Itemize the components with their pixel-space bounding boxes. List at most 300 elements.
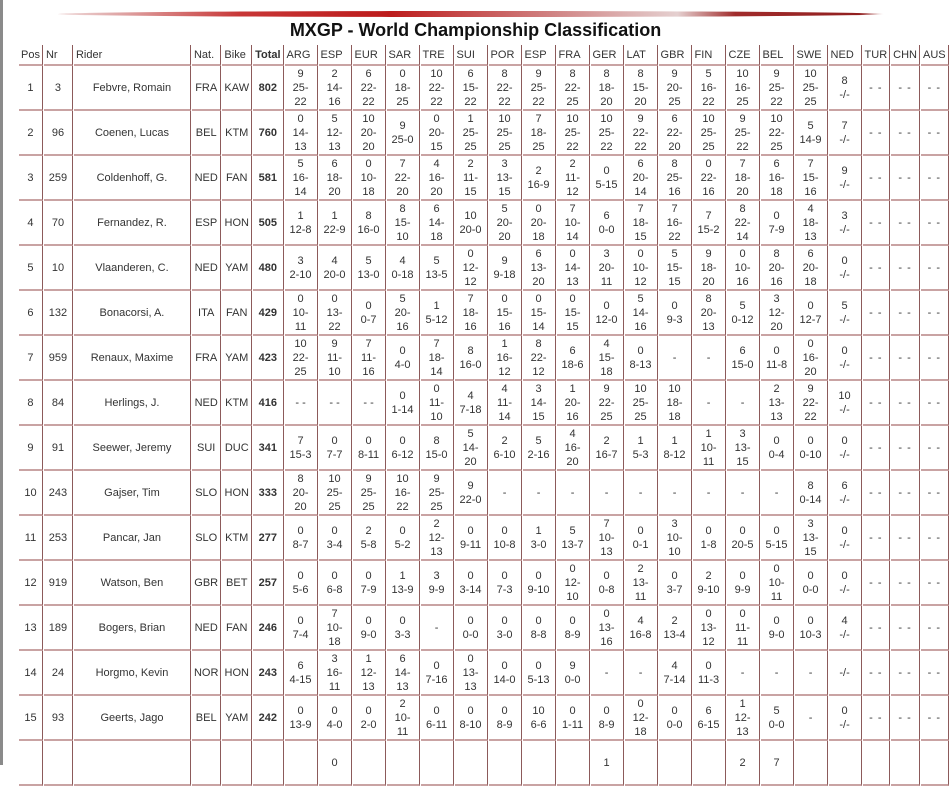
col-race: NED bbox=[829, 45, 862, 66]
col-race: LAT bbox=[625, 45, 658, 66]
rider-nationality: NED bbox=[192, 381, 221, 426]
race-result-cell: 8 20- 20 bbox=[285, 471, 318, 516]
race-result-cell: 0 3-7 bbox=[659, 561, 692, 606]
race-result-cell: - bbox=[489, 471, 522, 516]
table-row bbox=[19, 381, 949, 426]
rider-nationality: FRA bbox=[192, 336, 221, 381]
race-result-cell: 0 7-3 bbox=[489, 561, 522, 606]
race-result-cell: - bbox=[659, 336, 692, 381]
race-result-cell: 9 25- 22 bbox=[727, 111, 760, 156]
rider-position: 11 bbox=[19, 516, 43, 561]
race-result-cell: - - bbox=[863, 516, 891, 561]
rider-bike: FAN bbox=[222, 156, 252, 201]
col-race: GER bbox=[591, 45, 624, 66]
race-result-cell bbox=[921, 741, 949, 786]
race-result-cell: 5 12- 13 bbox=[319, 111, 352, 156]
rider-total-points: 429 bbox=[253, 291, 283, 336]
race-result-cell: 3 14- 15 bbox=[523, 381, 556, 426]
race-result-cell: - bbox=[727, 381, 760, 426]
race-result-cell: 7 18- 25 bbox=[523, 111, 556, 156]
race-result-cell: 2 16-7 bbox=[591, 426, 624, 471]
rider-bike: FAN bbox=[222, 291, 252, 336]
race-result-cell: 4 0-18 bbox=[387, 246, 420, 291]
rider-name: Horgmo, Kevin bbox=[74, 651, 191, 696]
race-result-cell: 0 9-0 bbox=[761, 606, 794, 651]
race-result-cell: 10 18- 18 bbox=[659, 381, 692, 426]
race-result-cell: 10 25- 25 bbox=[693, 111, 726, 156]
race-result-cell: - - bbox=[921, 66, 949, 111]
race-result-cell: 0 13- 12 bbox=[693, 606, 726, 651]
race-result-cell: 1 12- 13 bbox=[353, 651, 386, 696]
col-bike: Bike bbox=[222, 45, 252, 66]
race-result-cell: - - bbox=[921, 606, 949, 651]
table-row bbox=[19, 741, 949, 786]
race-result-cell: 0 8-8 bbox=[523, 606, 556, 651]
rider-number: 10 bbox=[44, 246, 73, 291]
race-result-cell: 5 -/- bbox=[829, 291, 862, 336]
rider-bike bbox=[222, 741, 252, 786]
race-result-cell: 6 6-15 bbox=[693, 696, 726, 741]
race-result-cell: 0 13- 13 bbox=[455, 651, 488, 696]
race-result-cell: - - bbox=[891, 156, 920, 201]
rider-nationality: ITA bbox=[192, 291, 221, 336]
race-result-cell: - - bbox=[891, 291, 920, 336]
race-result-cell: 5 0-12 bbox=[727, 291, 760, 336]
race-result-cell: 1 8-12 bbox=[659, 426, 692, 471]
race-result-cell: - - bbox=[921, 471, 949, 516]
race-result-cell: 9 25- 22 bbox=[523, 66, 556, 111]
race-result-cell: 9 22-0 bbox=[455, 471, 488, 516]
rider-position bbox=[19, 741, 43, 786]
race-result-cell: 6 22- 22 bbox=[353, 66, 386, 111]
rider-bike: KTM bbox=[222, 516, 252, 561]
header-row bbox=[19, 45, 949, 66]
rider-position: 7 bbox=[19, 336, 43, 381]
race-result-cell: 9 0-0 bbox=[557, 651, 590, 696]
race-result-cell: 0 0-4 bbox=[761, 426, 794, 471]
race-result-cell: 10 20- 20 bbox=[353, 111, 386, 156]
col-race: CZE bbox=[727, 45, 760, 66]
race-result-cell: 5 20- 20 bbox=[489, 201, 522, 246]
race-result-cell: 0 0-7 bbox=[353, 291, 386, 336]
race-result-cell: 0 13- 16 bbox=[591, 606, 624, 651]
race-result-cell: 0 8-9 bbox=[591, 696, 624, 741]
rider-nationality: BEL bbox=[192, 111, 221, 156]
race-result-cell: 3 20- 11 bbox=[591, 246, 624, 291]
race-result-cell: 5 16- 22 bbox=[693, 66, 726, 111]
rider-position: 2 bbox=[19, 111, 43, 156]
race-result-cell: 6 20- 18 bbox=[795, 246, 828, 291]
race-result-cell: 4 15- 18 bbox=[591, 336, 624, 381]
rider-number: 84 bbox=[44, 381, 73, 426]
rider-total-points: 423 bbox=[253, 336, 283, 381]
race-result-cell: - bbox=[761, 651, 794, 696]
table-row bbox=[19, 111, 949, 156]
rider-total-points: 802 bbox=[253, 66, 283, 111]
race-result-cell bbox=[829, 741, 862, 786]
race-result-cell: 0 11- 10 bbox=[421, 381, 454, 426]
race-result-cell: 10 25- 22 bbox=[557, 111, 590, 156]
race-result-cell: 1 13-9 bbox=[387, 561, 420, 606]
classification-table bbox=[18, 45, 950, 786]
race-result-cell: - - bbox=[863, 561, 891, 606]
table-row bbox=[19, 246, 949, 291]
rider-number: 24 bbox=[44, 651, 73, 696]
race-result-cell: 0 20- 18 bbox=[523, 201, 556, 246]
race-result-cell: 7 18- 16 bbox=[455, 291, 488, 336]
race-result-cell: 4 7-18 bbox=[455, 381, 488, 426]
rider-position: 9 bbox=[19, 426, 43, 471]
rider-total-points: 333 bbox=[253, 471, 283, 516]
race-result-cell: - - bbox=[863, 651, 891, 696]
race-result-cell: - - bbox=[863, 111, 891, 156]
race-result-cell: 4 7-14 bbox=[659, 651, 692, 696]
race-result-cell: 0 10- 11 bbox=[285, 291, 318, 336]
rider-position: 5 bbox=[19, 246, 43, 291]
race-result-cell: 5 14- 16 bbox=[625, 291, 658, 336]
race-result-cell: 5 13-7 bbox=[557, 516, 590, 561]
race-result-cell: 10 25- 22 bbox=[591, 111, 624, 156]
rider-name: Febvre, Romain bbox=[74, 66, 191, 111]
race-result-cell: 2 10- 11 bbox=[387, 696, 420, 741]
race-result-cell: 6 22- 20 bbox=[659, 111, 692, 156]
race-result-cell: - - bbox=[891, 606, 920, 651]
race-result-cell bbox=[863, 741, 891, 786]
rider-nationality: SUI bbox=[192, 426, 221, 471]
rider-nationality: NOR bbox=[192, 651, 221, 696]
table-row bbox=[19, 336, 949, 381]
race-result-cell: - - bbox=[891, 246, 920, 291]
race-result-cell: 6 15- 22 bbox=[455, 66, 488, 111]
rider-nationality: NED bbox=[192, 606, 221, 651]
race-result-cell: 0 3-0 bbox=[489, 606, 522, 651]
table-row bbox=[19, 156, 949, 201]
race-result-cell: 1 25- 25 bbox=[455, 111, 488, 156]
race-result-cell: 3 13- 15 bbox=[727, 426, 760, 471]
race-result-cell: - bbox=[523, 471, 556, 516]
race-result-cell bbox=[353, 741, 386, 786]
race-result-cell: 0 4-0 bbox=[387, 336, 420, 381]
race-result-cell: 7 18- 14 bbox=[421, 336, 454, 381]
race-result-cell: 9 18- 20 bbox=[693, 246, 726, 291]
race-result-cell: 5 13-5 bbox=[421, 246, 454, 291]
race-result-cell: 0 5-2 bbox=[387, 516, 420, 561]
race-result-cell: 10 16- 25 bbox=[727, 66, 760, 111]
race-result-cell: 1 3-0 bbox=[523, 516, 556, 561]
rider-number: 70 bbox=[44, 201, 73, 246]
race-result-cell: - - bbox=[921, 336, 949, 381]
race-result-cell: 0 10- 12 bbox=[625, 246, 658, 291]
table-row bbox=[19, 426, 949, 471]
rider-name: Geerts, Jago bbox=[74, 696, 191, 741]
rider-name: Bogers, Brian bbox=[74, 606, 191, 651]
race-result-cell: - bbox=[693, 336, 726, 381]
race-result-cell: 0 15- 15 bbox=[557, 291, 590, 336]
race-result-cell: 10 25- 25 bbox=[625, 381, 658, 426]
race-result-cell: 10 25- 25 bbox=[795, 66, 828, 111]
race-result-cell: 0 9-9 bbox=[727, 561, 760, 606]
race-result-cell: - bbox=[625, 471, 658, 516]
race-result-cell: - - bbox=[863, 471, 891, 516]
rider-number: 189 bbox=[44, 606, 73, 651]
race-result-cell: 7 15- 16 bbox=[795, 156, 828, 201]
rider-number: 96 bbox=[44, 111, 73, 156]
race-result-cell: 10 22- 22 bbox=[421, 66, 454, 111]
race-result-cell: 4 20-0 bbox=[319, 246, 352, 291]
race-result-cell: 5 13-0 bbox=[353, 246, 386, 291]
race-result-cell: 0 1-14 bbox=[387, 381, 420, 426]
race-result-cell: 8 0-14 bbox=[795, 471, 828, 516]
race-result-cell: - - bbox=[891, 561, 920, 606]
race-result-cell: - - bbox=[891, 696, 920, 741]
race-result-cell: 4 11- 14 bbox=[489, 381, 522, 426]
race-result-cell: - - bbox=[921, 516, 949, 561]
rider-total-points bbox=[253, 741, 283, 786]
rider-name: Herlings, J. bbox=[74, 381, 191, 426]
race-result-cell: - - bbox=[863, 381, 891, 426]
race-result-cell: - - bbox=[921, 111, 949, 156]
race-result-cell: 2 12- 13 bbox=[421, 516, 454, 561]
race-result-cell bbox=[421, 741, 454, 786]
race-result-cell: - bbox=[795, 696, 828, 741]
race-result-cell: - bbox=[557, 471, 590, 516]
rider-bike: KTM bbox=[222, 381, 252, 426]
col-race: BEL bbox=[761, 45, 794, 66]
rider-nationality: SLO bbox=[192, 516, 221, 561]
race-result-cell: 0 11-3 bbox=[693, 651, 726, 696]
race-result-cell: 8 18- 20 bbox=[591, 66, 624, 111]
race-result-cell: 9 11- 10 bbox=[319, 336, 352, 381]
race-result-cell: 8 25- 16 bbox=[659, 156, 692, 201]
race-result-cell: - - bbox=[863, 291, 891, 336]
race-result-cell: 8 15- 10 bbox=[387, 201, 420, 246]
race-result-cell bbox=[523, 741, 556, 786]
race-result-cell: 0 0-0 bbox=[795, 561, 828, 606]
race-result-cell bbox=[387, 741, 420, 786]
race-result-cell: 7 10- 14 bbox=[557, 201, 590, 246]
race-result-cell: 1 12-8 bbox=[285, 201, 318, 246]
race-result-cell: 0 9-0 bbox=[353, 606, 386, 651]
race-result-cell: - - bbox=[891, 66, 920, 111]
race-result-cell: - bbox=[727, 471, 760, 516]
race-result-cell: 6 -/- bbox=[829, 471, 862, 516]
race-result-cell: - - bbox=[863, 336, 891, 381]
race-result-cell: - - bbox=[319, 381, 352, 426]
race-result-cell: 4 18- 13 bbox=[795, 201, 828, 246]
race-result-cell: 6 15-0 bbox=[727, 336, 760, 381]
race-result-cell: 0 10- 16 bbox=[727, 246, 760, 291]
rider-bike: KTM bbox=[222, 111, 252, 156]
race-result-cell: - bbox=[693, 381, 726, 426]
rider-name: Coenen, Lucas bbox=[74, 111, 191, 156]
race-result-cell: - - bbox=[863, 201, 891, 246]
race-result-cell: 7 22- 20 bbox=[387, 156, 420, 201]
race-result-cell: - - bbox=[921, 246, 949, 291]
race-result-cell bbox=[659, 741, 692, 786]
race-result-cell: 6 0-0 bbox=[591, 201, 624, 246]
col-nat: Nat. bbox=[192, 45, 221, 66]
race-result-cell: 8 20- 16 bbox=[761, 246, 794, 291]
race-result-cell: 0 22- 16 bbox=[693, 156, 726, 201]
race-result-cell: - - bbox=[891, 111, 920, 156]
col-race: FIN bbox=[693, 45, 726, 66]
rider-nationality: ESP bbox=[192, 201, 221, 246]
race-result-cell: 2 11- 12 bbox=[557, 156, 590, 201]
race-result-cell: 5 15- 15 bbox=[659, 246, 692, 291]
race-result-cell: - - bbox=[921, 381, 949, 426]
race-result-cell: 2 11- 15 bbox=[455, 156, 488, 201]
race-result-cell: 0 13-9 bbox=[285, 696, 318, 741]
col-rider: Rider bbox=[74, 45, 191, 66]
race-result-cell: 3 13- 15 bbox=[795, 516, 828, 561]
race-result-cell: 0 8-7 bbox=[285, 516, 318, 561]
race-result-cell: 1 20- 16 bbox=[557, 381, 590, 426]
race-result-cell: 0 18- 25 bbox=[387, 66, 420, 111]
race-result-cell: -/- bbox=[829, 651, 862, 696]
race-result-cell: 8 16-0 bbox=[353, 201, 386, 246]
race-result-cell: 3 16- 11 bbox=[319, 651, 352, 696]
race-result-cell: 6 20- 14 bbox=[625, 156, 658, 201]
rider-bike: KAW bbox=[222, 66, 252, 111]
col-race: TUR bbox=[863, 45, 891, 66]
race-result-cell: 9 9-18 bbox=[489, 246, 522, 291]
table-row bbox=[19, 561, 949, 606]
table-row bbox=[19, 516, 949, 561]
race-result-cell: 10 22- 25 bbox=[285, 336, 318, 381]
race-result-cell: 0 3-4 bbox=[319, 516, 352, 561]
race-result-cell: 8 22- 14 bbox=[727, 201, 760, 246]
race-result-cell: 0 1-8 bbox=[693, 516, 726, 561]
race-result-cell: - bbox=[625, 651, 658, 696]
col-race: FRA bbox=[557, 45, 590, 66]
rider-name: Fernandez, R. bbox=[74, 201, 191, 246]
race-result-cell: 1 22-9 bbox=[319, 201, 352, 246]
col-race: ARG bbox=[285, 45, 318, 66]
race-result-cell: 5 14-9 bbox=[795, 111, 828, 156]
race-result-cell: 5 2-16 bbox=[523, 426, 556, 471]
rider-number: 259 bbox=[44, 156, 73, 201]
race-result-cell: 0 -/- bbox=[829, 336, 862, 381]
rider-total-points: 257 bbox=[253, 561, 283, 606]
table-row bbox=[19, 471, 949, 516]
race-result-cell: 6 14- 13 bbox=[387, 651, 420, 696]
race-result-cell: 3 10- 10 bbox=[659, 516, 692, 561]
rider-name: Coldenhoff, G. bbox=[74, 156, 191, 201]
rider-total-points: 277 bbox=[253, 516, 283, 561]
race-result-cell bbox=[625, 741, 658, 786]
rider-name: Vlaanderen, C. bbox=[74, 246, 191, 291]
rider-bike: BET bbox=[222, 561, 252, 606]
race-result-cell bbox=[891, 741, 920, 786]
race-result-cell: 8 22- 22 bbox=[489, 66, 522, 111]
race-result-cell: 0 5-6 bbox=[285, 561, 318, 606]
rider-position: 8 bbox=[19, 381, 43, 426]
race-result-cell: 8 20- 13 bbox=[693, 291, 726, 336]
race-result-cell: 5 14- 20 bbox=[455, 426, 488, 471]
race-result-cell: 8 15- 20 bbox=[625, 66, 658, 111]
race-result-cell: 7 11- 16 bbox=[353, 336, 386, 381]
table-row bbox=[19, 696, 949, 741]
race-result-cell: 0 5-15 bbox=[591, 156, 624, 201]
race-result-cell bbox=[693, 741, 726, 786]
col-race: AUS bbox=[921, 45, 949, 66]
race-result-cell: 0 0-1 bbox=[625, 516, 658, 561]
race-result-cell: 0 9-10 bbox=[523, 561, 556, 606]
race-result-cell: - - bbox=[891, 336, 920, 381]
race-result-cell: 7 15-2 bbox=[693, 201, 726, 246]
race-result-cell: 0 0-8 bbox=[591, 561, 624, 606]
race-result-cell: 0 -/- bbox=[829, 561, 862, 606]
race-result-cell: 9 25- 25 bbox=[353, 471, 386, 516]
rider-position: 6 bbox=[19, 291, 43, 336]
race-result-cell: 0 12-7 bbox=[795, 291, 828, 336]
race-result-cell: 10 -/- bbox=[829, 381, 862, 426]
race-result-cell: 0 8-9 bbox=[557, 606, 590, 651]
race-result-cell: 0 8-9 bbox=[489, 696, 522, 741]
race-result-cell: 10 25- 25 bbox=[489, 111, 522, 156]
col-race: SWE bbox=[795, 45, 828, 66]
rider-number: 253 bbox=[44, 516, 73, 561]
rider-position: 13 bbox=[19, 606, 43, 651]
rider-nationality: GBR bbox=[192, 561, 221, 606]
rider-number: 93 bbox=[44, 696, 73, 741]
race-result-cell: - bbox=[761, 471, 794, 516]
race-result-cell: 0 16- 20 bbox=[795, 336, 828, 381]
race-result-cell: 3 -/- bbox=[829, 201, 862, 246]
race-result-cell: 0 0-10 bbox=[795, 426, 828, 471]
race-result-cell: 8 15-0 bbox=[421, 426, 454, 471]
race-result-cell: 1 16- 12 bbox=[489, 336, 522, 381]
race-result-cell: 6 18- 20 bbox=[319, 156, 352, 201]
race-result-cell: 6 18-6 bbox=[557, 336, 590, 381]
race-result-cell: 0 6-12 bbox=[387, 426, 420, 471]
rider-total-points: 480 bbox=[253, 246, 283, 291]
race-result-cell: 0 3-3 bbox=[387, 606, 420, 651]
table-row bbox=[19, 66, 949, 111]
rider-position: 10 bbox=[19, 471, 43, 516]
col-race: TRE bbox=[421, 45, 454, 66]
race-result-cell: 7 10- 18 bbox=[319, 606, 352, 651]
page-title: MXGP - World Championship Classification bbox=[289, 20, 662, 40]
race-result-cell: 10 25- 25 bbox=[319, 471, 352, 516]
race-result-cell: - - bbox=[891, 651, 920, 696]
race-result-cell: - - bbox=[921, 651, 949, 696]
race-result-cell: 0 4-0 bbox=[319, 696, 352, 741]
race-result-cell: - - bbox=[921, 291, 949, 336]
rider-position: 14 bbox=[19, 651, 43, 696]
race-result-cell: 5 20- 16 bbox=[387, 291, 420, 336]
col-pos: Pos bbox=[19, 45, 43, 66]
race-result-cell: - - bbox=[863, 696, 891, 741]
race-result-cell: 7 18- 15 bbox=[625, 201, 658, 246]
race-result-cell: - - bbox=[921, 156, 949, 201]
race-result-cell: 0 9-11 bbox=[455, 516, 488, 561]
race-result-cell: 0 12- 12 bbox=[455, 246, 488, 291]
race-result-cell: 7 18- 20 bbox=[727, 156, 760, 201]
race-result-cell: 9 25- 25 bbox=[421, 471, 454, 516]
rider-total-points: 246 bbox=[253, 606, 283, 651]
race-result-cell: - bbox=[727, 651, 760, 696]
rider-name: Pancar, Jan bbox=[74, 516, 191, 561]
rider-bike: HON bbox=[222, 651, 252, 696]
header-brush-stroke bbox=[58, 11, 884, 17]
race-result-cell bbox=[489, 741, 522, 786]
race-result-cell: 8 -/- bbox=[829, 66, 862, 111]
race-result-cell: - - bbox=[891, 426, 920, 471]
rider-nationality: BEL bbox=[192, 696, 221, 741]
race-result-cell: 0 7-9 bbox=[353, 561, 386, 606]
rider-nationality: NED bbox=[192, 246, 221, 291]
